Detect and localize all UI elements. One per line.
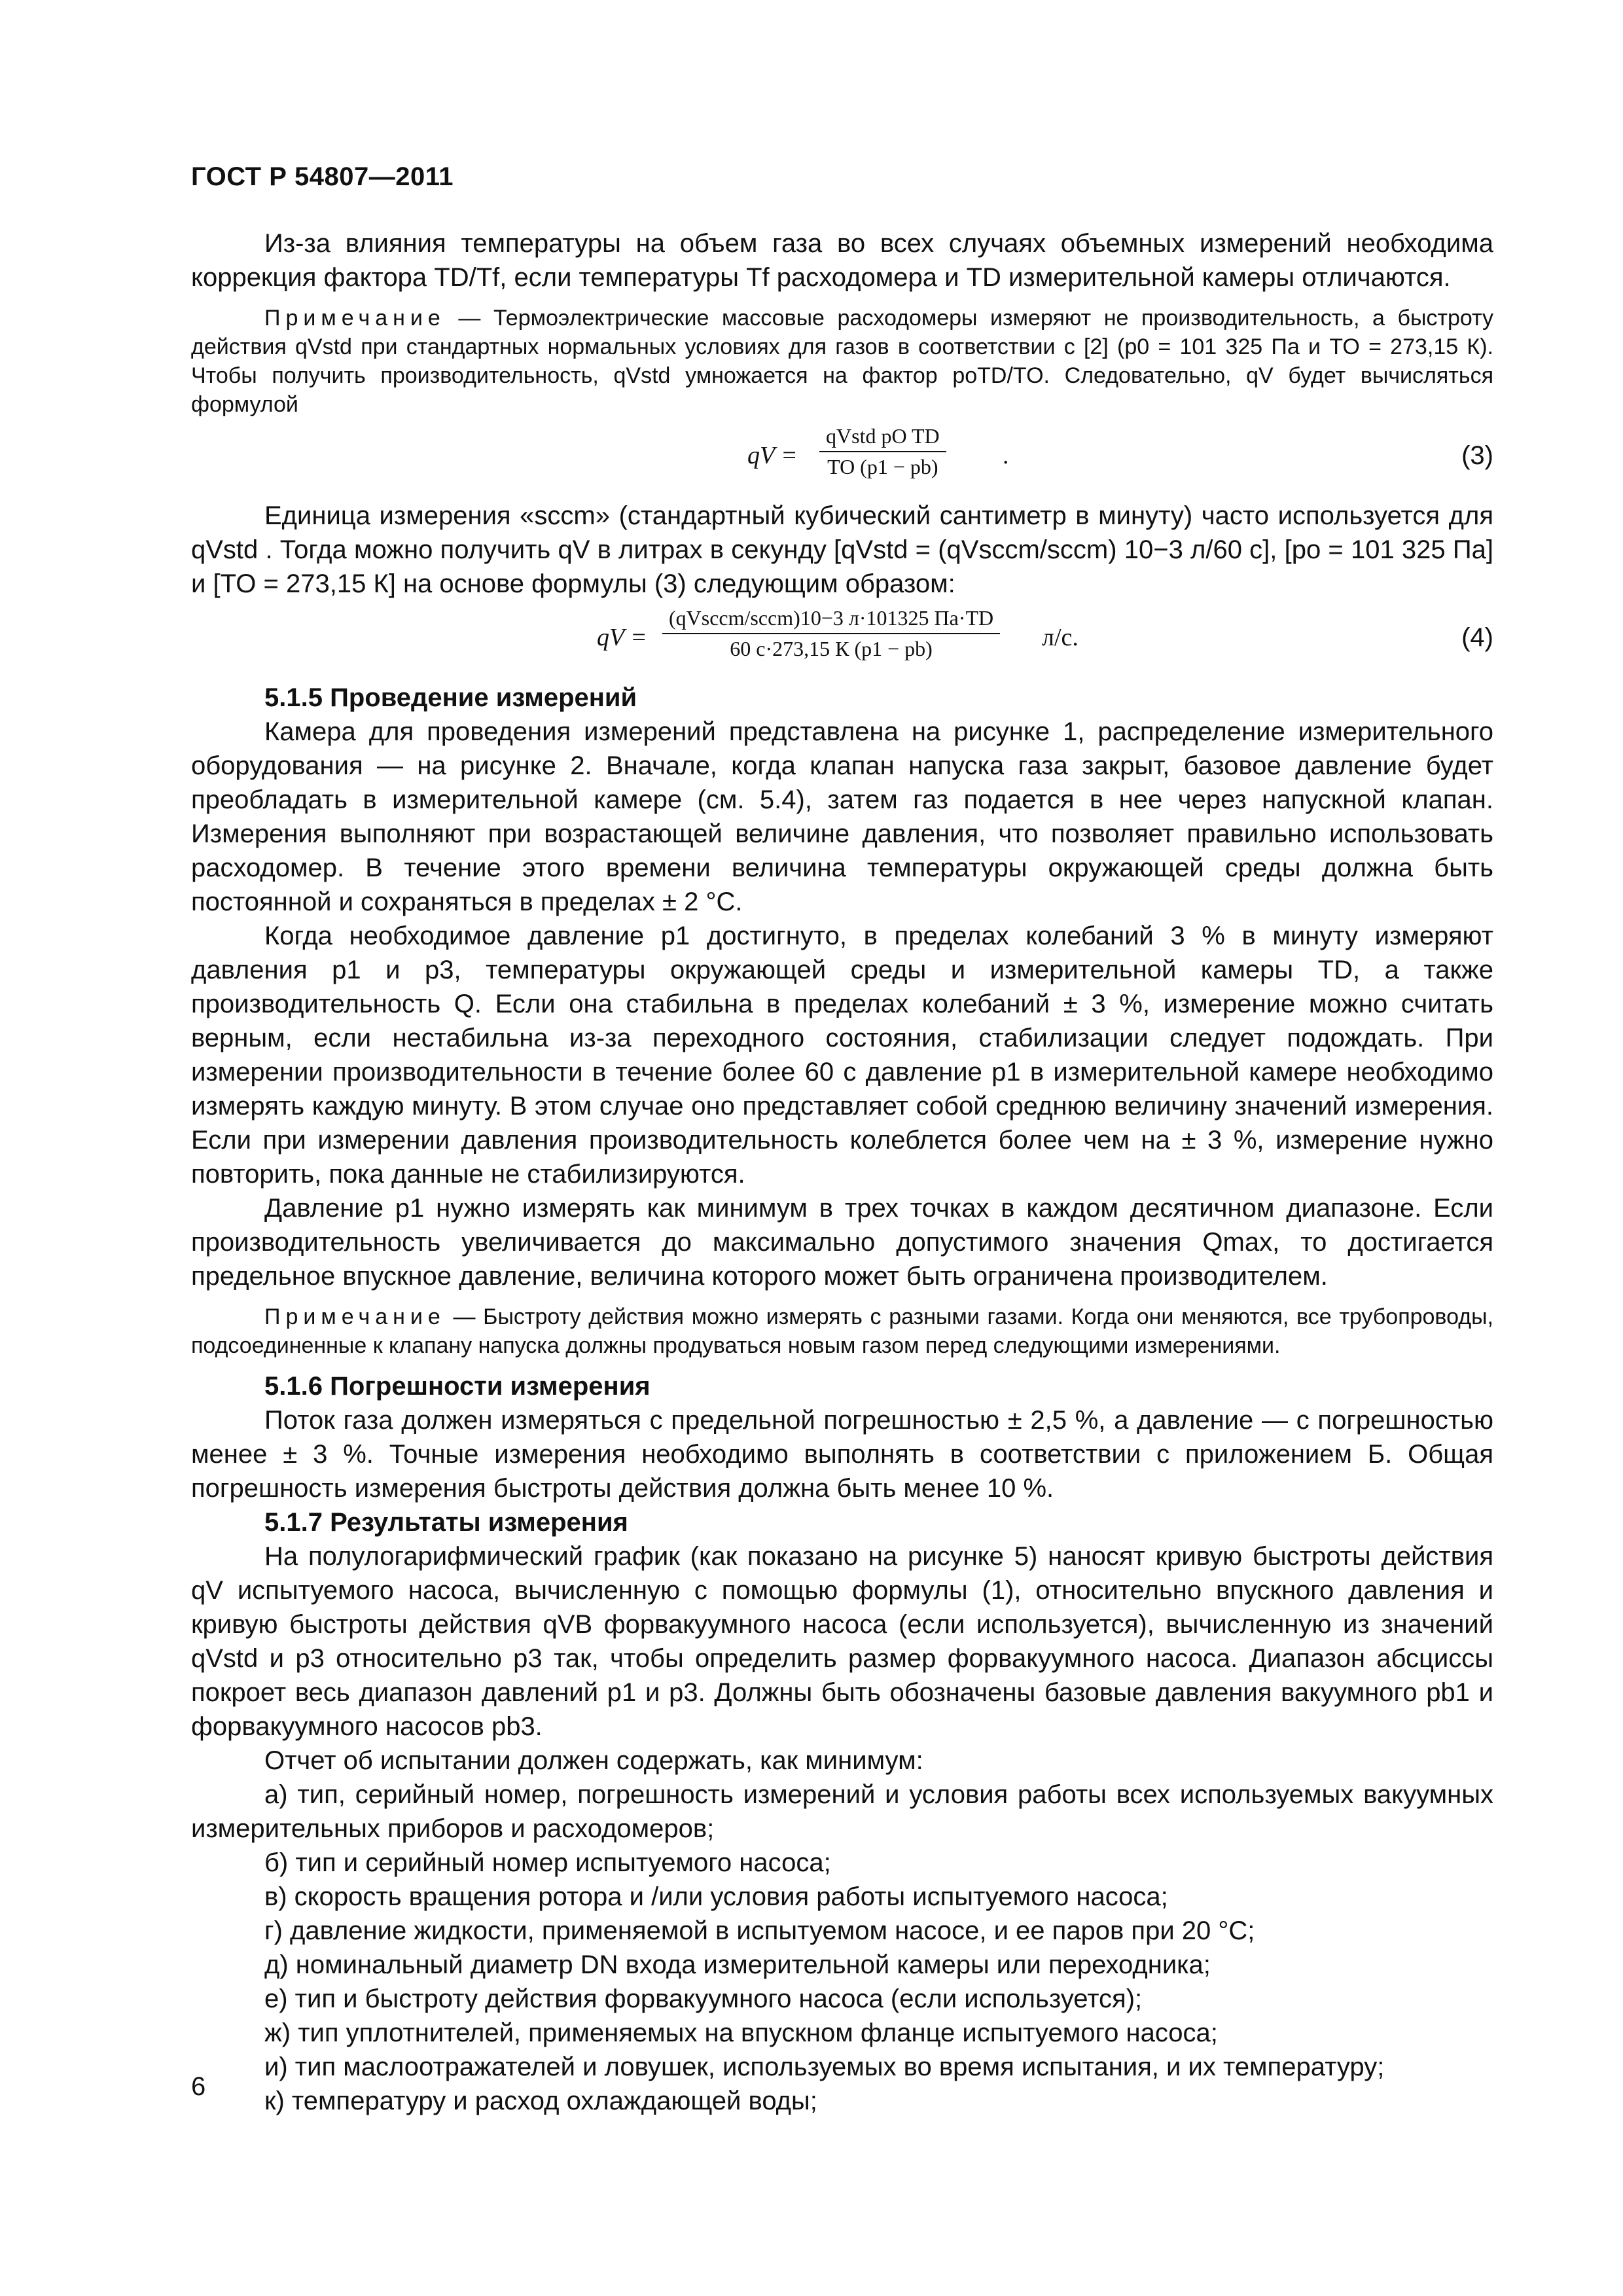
paragraph: Из-за влияния температуры на объем газа во всех случаях объемных измерений необходима коррекция фактора TD/Tf, если температуры Tf расходомера и TD измерительной камеры отличаются. [191,229,1493,292]
formula-numerator: qVstd pO TD [819,424,946,452]
list-item: ж) тип уплотнителей, применяемых на впускном фланце испытуемого насоса; [264,2018,1218,2047]
list-item: а) тип, серийный номер, погрешность измерений и условия работы всех используемых вакуумных измерительных приборов и расходомеров; [191,1780,1493,1843]
paragraph: Единица измерения «sccm» (стандартный кубический сантиметр в минуту) часто используется для qVstd . Тогда можно получить qV в литрах в секунду [qVstd = (qVsccm/sccm) 10−3 л/60 с], [po = 101 325 Па] и [TO = 273,15 К] на основе формулы (3) следующим образом: [191,501,1493,598]
list-item: г) давление жидкости, применяемой в испытуемом насосе, и ее паров при 20 °С; [264,1916,1255,1945]
note-text: — Термоэлектрические массовые расходомеры измеряют не производительность, а быстроту действия qVstd при стандартных нормальных условиях для газов в соответствии с [2] (p0 = 101 325 Па и TO = 273,15 К). Чтобы получить производительность, qVstd умножается на фактор poTD/TO. Следовательно, qV будет вычисляться формулой [191,306,1493,417]
paragraph: Камера для проведения измерений представлена на рисунке 1, распределение измерительного оборудования — на рисунке 2. Вначале, когда клапан напуска газа закрыт, базовое давление будет преобладать в измерительной камере (см. 5.4), затем газ подается в нее через напускной клапан. Измерения выполняют при возрастающей величине давления, что позволяет правильно использовать расходомер. В течение этого времени величина температуры окружающей среды должна быть постоянной и сохраняться в пределах ± 2 °С. [191,717,1493,916]
section-heading: 5.1.7 Результаты измерения [264,1508,628,1537]
section-heading: 5.1.5 Проведение измерений [264,683,637,712]
standard-header: ГОСТ Р 54807—2011 [191,162,454,191]
formula-tail: . [1003,442,1009,469]
formula-denominator: 60 с·273,15 К (p1 − pb) [730,637,933,660]
formula-fraction [819,424,946,479]
list-item: к) температуру и расход охлаждающей воды; [264,2087,817,2115]
formula-4 [191,605,1493,677]
formula-tail: л/с. [1042,624,1079,651]
paragraph: На полулогарифмический график (как показано на рисунке 5) наносят кривую быстроты действия qV испытуемого насоса, вычисленную с помощью формулы (1), относительно впускного давления и кривую быстроты действия qVB форвакуумного насоса (если используется), вычисленную из значений qVstd и p3 относительно p3 так, чтобы определить размер форвакуумного насоса. Диапазон абсциссы покроет весь диапазон давлений p1 и p3. Должны быть обозначены базовые давления вакуумного pb1 и форвакуумного насосов pb3. [191,1542,1493,1741]
formula-lhs: qV = [597,624,647,651]
formula-number: (3) [1461,441,1493,470]
main-text [191,226,1493,2118]
note-label: Примечание [264,1304,446,1329]
section-heading: 5.1.6 Погрешности измерения [264,1372,651,1401]
formula-number: (4) [1461,623,1493,652]
paragraph: Давление p1 нужно измерять как минимум в трех точках в каждом десятичном диапазоне. Если производительность увеличивается до максимально допустимого значения Qmax, то достигается предельное впускное давление, величина которого может быть ограничена производителем. [191,1194,1493,1291]
list-item: в) скорость вращения ротора и /или условия работы испытуемого насоса; [264,1882,1168,1911]
formula-3 [191,423,1493,495]
list-item: б) тип и серийный номер испытуемого насоса; [264,1848,831,1877]
list-item: и) тип маслоотражателей и ловушек, используемых во время испытания, и их температуру; [264,2053,1385,2081]
note [191,1302,1493,1360]
formula-denominator: TO (p1 − pb) [827,455,938,478]
formula-numerator: (qVsccm/sccm)10−3 л·101325 Па·TD [662,606,1000,634]
formula-lhs: qV = [747,442,798,469]
note [191,304,1493,419]
paragraph: Отчет об испытании должен содержать, как минимум: [264,1746,923,1775]
page-number: 6 [191,2072,206,2101]
note-label: Примечание [264,306,446,331]
paragraph: Поток газа должен измеряться с предельной погрешностью ± 2,5 %, а давление — с погрешностью менее ± 3 %. Точные измерения необходимо выполнять в соответствии с приложением Б. Общая погрешность измерения быстроты действия должна быть менее 10 %. [191,1406,1493,1503]
formula-fraction [662,606,1000,661]
paragraph: Когда необходимое давление p1 достигнуто, в пределах колебаний 3 % в минуту измеряют давления p1 и p3, температуры окружающей среды и измерительной камеры TD, а также производительность Q. Если она стабильна в пределах колебаний ± 3 %, измерение можно считать верным, если нестабильна из-за переходного состояния, стабилизации следует подождать. При измерении производительности в течение более 60 с давление p1 в измерительной камере необходимо измерять каждую минуту. В этом случае оно представляет собой среднюю величину значений измерения. Если при измерении давления производительность колеблется более чем на ± 3 %, измерение нужно повторить, пока данные не стабилизируются. [191,922,1493,1189]
note-text: — Быстроту действия можно измерять с разными газами. Когда они меняются, все трубопроводы, подсоединенные к клапану напуска должны продуваться новым газом перед следующими измерениями. [191,1304,1493,1358]
list-item: е) тип и быстроту действия форвакуумного насоса (если используется); [264,1984,1143,2013]
list-item: д) номинальный диаметр DN входа измерительной камеры или переходника; [264,1950,1211,1979]
